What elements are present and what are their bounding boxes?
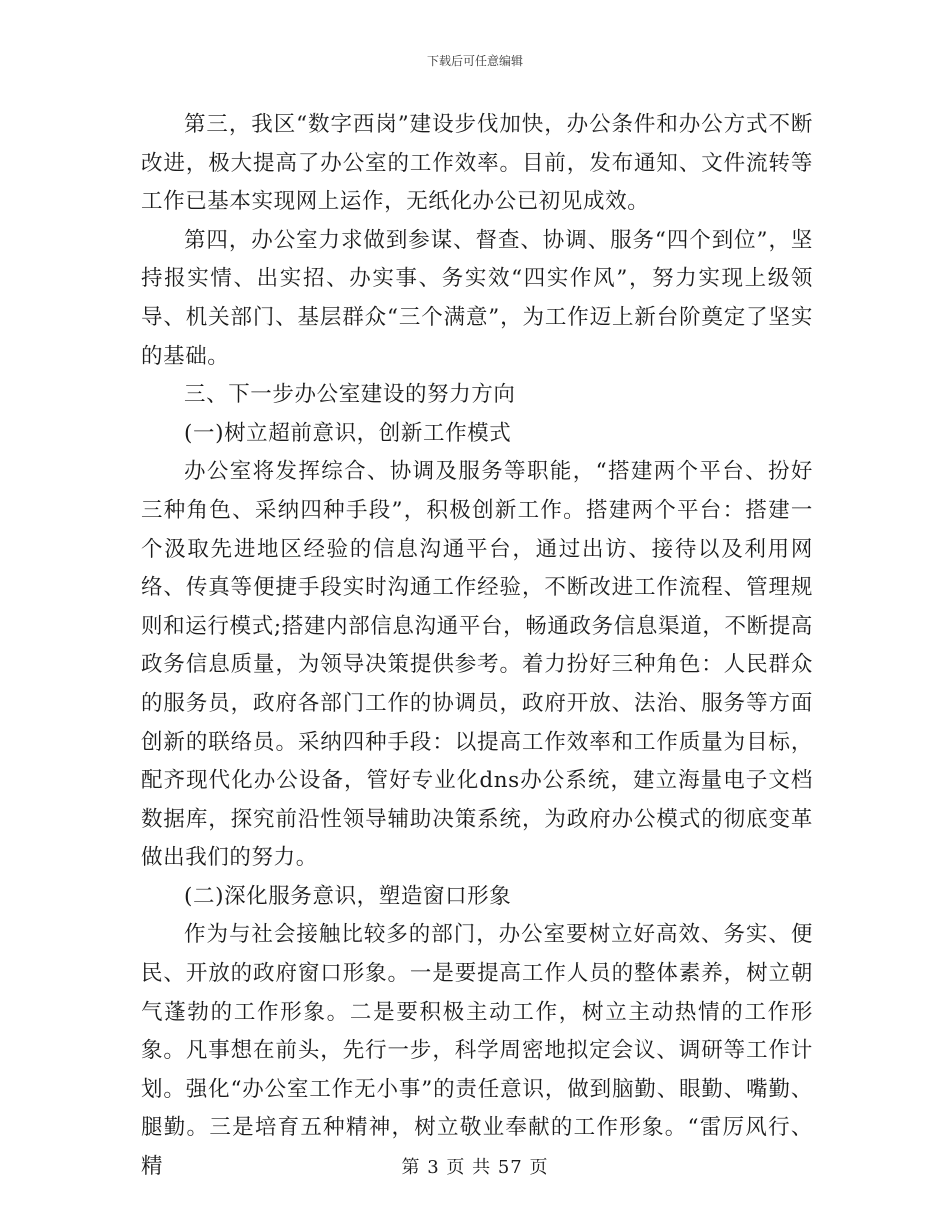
subheading-one: (一)树立超前意识，创新工作模式 bbox=[184, 420, 512, 446]
paragraph-window-image: 作为与社会接触比较多的部门，办公室要树立好高效、务实、便民、开放的政府窗口形象。一是要提高工作人员的整体素养，树立朝气蓬勃的工作形象。二是要积极主动工作，树立主动热情的工作形象。凡事想在前头，先行一步，科学周密地拟定会议、调研等工作计划。强化“办公室工作无小事”的责任意识，做到脑勤、眼勤、嘴勤、腿勤。三是培育五种精神，树立敬业奉献的工作形象。“雷厉风行、精 bbox=[141, 922, 813, 1180]
page-footer: 第 3 页 共 57 页 bbox=[401, 1157, 549, 1178]
document-body bbox=[141, 106, 813, 1187]
subheading-two: (二)深化服务意识，塑造窗口形象 bbox=[184, 883, 512, 909]
paragraph-digital-xigang: 第三，我区“数字西岗”建设步伐加快，办公条件和办公方式不断改进，极大提高了办公室的工作效率。目前，发布通知、文件流转等工作已基本实现网上运作，无纸化办公已初见成效。 bbox=[141, 112, 813, 215]
paragraph-platforms-roles-means: 办公室将发挥综合、协调及服务等职能，“搭建两个平台、扮好三种角色、采纳四种手段”，积极创新工作。搭建两个平台：搭建一个汲取先进地区经验的信息沟通平台，通过出访、接待以及利用网络、传真等便捷手段实时沟通工作经验，不断改进工作流程、管理规则和运行模式;搭建内部信息沟通平台，畅通政务信息渠道，不断提高政务信息质量，为领导决策提供参考。着力扮好三种角色：人民群众的服务员，政府各部门工作的协调员，政府开放、法治、服务等方面创新的联络员。采纳四种手段：以提高工作效率和工作质量为目标，配齐现代化办公设备，管好专业化dns办公系统，建立海量电子文档数据库，探究前沿性领导辅助决策系统，为政府办公模式的彻底变革做出我们的努力。 bbox=[141, 459, 813, 871]
page-header: 下载后可任意编辑 bbox=[426, 54, 523, 68]
paragraph-four-in-place: 第四，办公室力求做到参谋、督查、协调、服务“四个到位”，坚持报实情、出实招、办实事、务实效“四实作风”，努力实现上级领导、机关部门、基层群众“三个满意”，为工作迈上新台阶奠定了坚实的基础。 bbox=[141, 227, 813, 369]
section-heading-three: 三、下一步办公室建设的努力方向 bbox=[184, 382, 516, 408]
